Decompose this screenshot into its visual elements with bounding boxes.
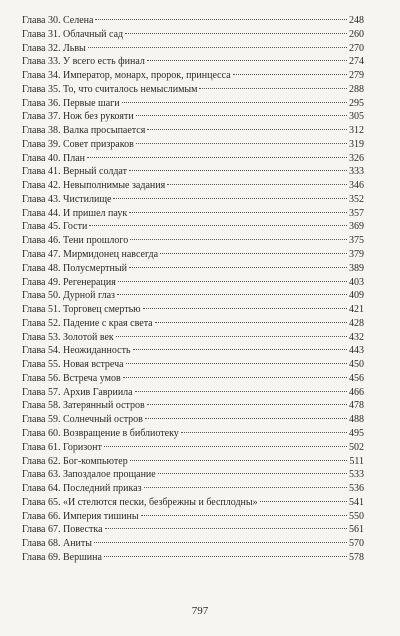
toc-entry-title: Глава 34. Император, монарх, пророк, принцесса [22, 70, 231, 82]
toc-entry [22, 372, 364, 386]
toc-entry [22, 303, 364, 317]
toc-entry-page: 357 [349, 207, 364, 219]
toc-entry-page: 279 [349, 70, 364, 82]
toc-entry-title: Глава 56. Встреча умов [22, 372, 121, 384]
toc-entry-page: 478 [349, 400, 364, 412]
toc-entry [22, 124, 364, 138]
toc-entry-page: 570 [349, 538, 364, 550]
toc-entry-page: 379 [349, 249, 364, 261]
dot-leader [129, 212, 347, 213]
toc-entry [22, 110, 364, 124]
toc-entry-title: Глава 41. Верный солдат [22, 166, 127, 178]
toc-entry [22, 523, 364, 537]
toc-entry [22, 289, 364, 303]
toc-entry-page: 421 [349, 304, 364, 316]
toc-entry-page: 270 [349, 42, 364, 54]
dot-leader [136, 143, 347, 144]
toc-entry-page: 248 [349, 15, 364, 26]
toc-entry-title: Глава 36. Первые шаги [22, 97, 120, 109]
toc-entry-title: Глава 57. Архив Гавриила [22, 386, 133, 398]
toc-entry-title: Глава 65. «И стелются пески, безбрежны и бесплодны» [22, 496, 258, 508]
toc-entry-title: Глава 31. Облачный сад [22, 28, 124, 40]
toc-entry-page: 432 [349, 331, 364, 343]
toc-entry-title: Глава 43. Чистилище [22, 193, 112, 205]
toc-entry-title: Глава 45. Гости [22, 221, 88, 233]
toc-entry-page: 428 [349, 317, 364, 329]
toc-entry-page: 305 [349, 111, 364, 123]
toc-entry-title: Глава 69. Вершина [22, 551, 102, 563]
toc-entry-page: 333 [349, 166, 364, 178]
toc-entry-page: 346 [349, 180, 364, 192]
toc-entry-title: Глава 37. Нож без рукояти [22, 111, 134, 123]
toc-entry-page: 533 [349, 469, 364, 481]
dot-leader [144, 487, 347, 488]
dot-leader [129, 170, 347, 171]
toc-entry [22, 510, 364, 524]
toc-entry-page: 326 [349, 152, 364, 164]
toc-entry-page: 260 [349, 28, 364, 40]
toc-entry [22, 28, 364, 42]
dot-leader [104, 446, 347, 447]
dot-leader [160, 253, 347, 254]
dot-leader [141, 515, 347, 516]
toc-entry [22, 537, 364, 551]
toc-entry [22, 276, 364, 290]
toc-entry-title: Глава 67. Повестка [22, 524, 103, 536]
toc-entry-page: 578 [349, 551, 364, 563]
toc-entry [22, 220, 364, 234]
dot-leader [113, 198, 347, 199]
dot-leader [167, 184, 347, 185]
dot-leader [158, 473, 347, 474]
toc-entry-title: Глава 60. Возвращение в библиотеку [22, 427, 179, 439]
toc-entry [22, 138, 364, 152]
toc-entry-title: Глава 63. Запоздалое прощание [22, 469, 156, 481]
toc-entry-page: 495 [349, 427, 364, 439]
toc-entry [22, 358, 364, 372]
dot-leader [233, 74, 347, 75]
toc-entry-title: Глава 68. Аниты [22, 538, 92, 550]
toc-entry [22, 55, 364, 69]
toc-entry [22, 317, 364, 331]
dot-leader [147, 60, 347, 61]
toc-entry [22, 152, 364, 166]
dot-leader [122, 102, 347, 103]
toc-entry-page: 502 [349, 441, 364, 453]
toc-entry [22, 331, 364, 345]
toc-entry [22, 344, 364, 358]
toc-entry-title: Глава 51. Торговец смертью [22, 304, 141, 316]
dot-leader [104, 556, 347, 557]
toc-entry-page: 456 [349, 372, 364, 384]
toc-entry-title: Глава 42. Невыполнимые задания [22, 180, 166, 192]
toc-entry [22, 207, 364, 221]
toc-entry [22, 427, 364, 441]
toc-entry [22, 551, 364, 565]
toc-entry-title: Глава 38. Валка просыпается [22, 125, 146, 137]
dot-leader [105, 528, 347, 529]
toc-entry-page: 389 [349, 262, 364, 274]
toc-entry [22, 399, 364, 413]
table-of-contents [22, 14, 364, 565]
toc-entry-title: Глава 30. Селена [22, 15, 94, 26]
dot-leader [123, 377, 347, 378]
toc-entry-title: Глава 35. То, что считалось немыслимым [22, 83, 198, 95]
dot-leader [118, 281, 347, 282]
toc-entry [22, 42, 364, 56]
toc-entry-title: Глава 59. Солнечный остров [22, 414, 143, 426]
dot-leader [199, 88, 347, 89]
dot-leader [89, 225, 347, 226]
toc-entry-page: 312 [349, 125, 364, 137]
toc-entry [22, 69, 364, 83]
toc-entry-title: Глава 44. И пришел паук [22, 207, 128, 219]
toc-entry [22, 262, 364, 276]
toc-entry-title: Глава 40. План [22, 152, 85, 164]
toc-entry-page: 375 [349, 235, 364, 247]
toc-entry-page: 409 [349, 290, 364, 302]
toc-entry-page: 550 [349, 510, 364, 522]
toc-entry-page: 403 [349, 276, 364, 288]
toc-entry [22, 482, 364, 496]
dot-leader [135, 391, 347, 392]
toc-entry-title: Глава 49. Регенерация [22, 276, 116, 288]
toc-entry-title: Глава 47. Мирмидонец навсегда [22, 249, 159, 261]
toc-entry-title: Глава 50. Дурной глаз [22, 290, 115, 302]
toc-entry-title: Глава 62. Бог-компьютер [22, 455, 128, 467]
toc-entry [22, 496, 364, 510]
toc-entry-title: Глава 53. Золотой век [22, 331, 114, 343]
toc-entry-page: 319 [349, 138, 364, 150]
dot-leader [88, 47, 347, 48]
toc-entry-page: 541 [349, 496, 364, 508]
toc-entry-page: 443 [349, 345, 364, 357]
dot-leader [260, 501, 347, 502]
dot-leader [181, 432, 347, 433]
page-number: 797 [191, 605, 209, 617]
toc-entry [22, 441, 364, 455]
dot-leader [147, 129, 347, 130]
toc-entry [22, 468, 364, 482]
toc-entry [22, 386, 364, 400]
dot-leader [126, 363, 347, 364]
toc-entry-page: 288 [349, 83, 364, 95]
toc-entry-page: 295 [349, 97, 364, 109]
toc-entry-page: 466 [349, 386, 364, 398]
toc-entry-title: Глава 46. Тени прошлого [22, 235, 129, 247]
toc-entry [22, 97, 364, 111]
dot-leader [125, 33, 347, 34]
dot-leader [95, 19, 347, 20]
toc-entry [22, 165, 364, 179]
dot-leader [155, 322, 347, 323]
toc-entry [22, 234, 364, 248]
toc-entry-page: 561 [349, 524, 364, 536]
toc-entry-title: Глава 66. Империя тишины [22, 510, 139, 522]
dot-leader [145, 418, 347, 419]
toc-entry-title: Глава 33. У всего есть финал [22, 56, 145, 68]
dot-leader [116, 336, 347, 337]
toc-entry-title: Глава 48. Полусмертный [22, 262, 127, 274]
dot-leader [136, 115, 347, 116]
toc-entry [22, 455, 364, 469]
toc-entry-page: 536 [349, 483, 364, 495]
toc-entry-page: 488 [349, 414, 364, 426]
dot-leader [94, 542, 347, 543]
dot-leader [147, 404, 347, 405]
toc-entry-page: 274 [349, 56, 364, 68]
toc-entry [22, 14, 364, 28]
toc-entry-page: 511 [349, 455, 364, 467]
toc-entry-title: Глава 58. Затерянный остров [22, 400, 145, 412]
toc-entry-page: 369 [349, 221, 364, 233]
toc-entry-page: 352 [349, 193, 364, 205]
dot-leader [130, 460, 348, 461]
toc-entry-title: Глава 61. Горизонт [22, 441, 102, 453]
toc-entry-title: Глава 55. Новая встреча [22, 359, 124, 371]
toc-entry-title: Глава 32. Львы [22, 42, 86, 54]
toc-entry-title: Глава 64. Последний приказ [22, 483, 142, 495]
toc-entry-title: Глава 39. Совет призраков [22, 138, 134, 150]
dot-leader [117, 294, 347, 295]
toc-entry-page: 450 [349, 359, 364, 371]
toc-entry [22, 248, 364, 262]
toc-entry-title: Глава 54. Неожиданность [22, 345, 131, 357]
toc-entry [22, 179, 364, 193]
toc-entry [22, 413, 364, 427]
dot-leader [87, 157, 347, 158]
toc-entry-title: Глава 52. Падение с края света [22, 317, 153, 329]
dot-leader [143, 308, 347, 309]
toc-entry [22, 83, 364, 97]
toc-entry [22, 193, 364, 207]
dot-leader [129, 267, 347, 268]
dot-leader [133, 349, 347, 350]
dot-leader [130, 239, 347, 240]
